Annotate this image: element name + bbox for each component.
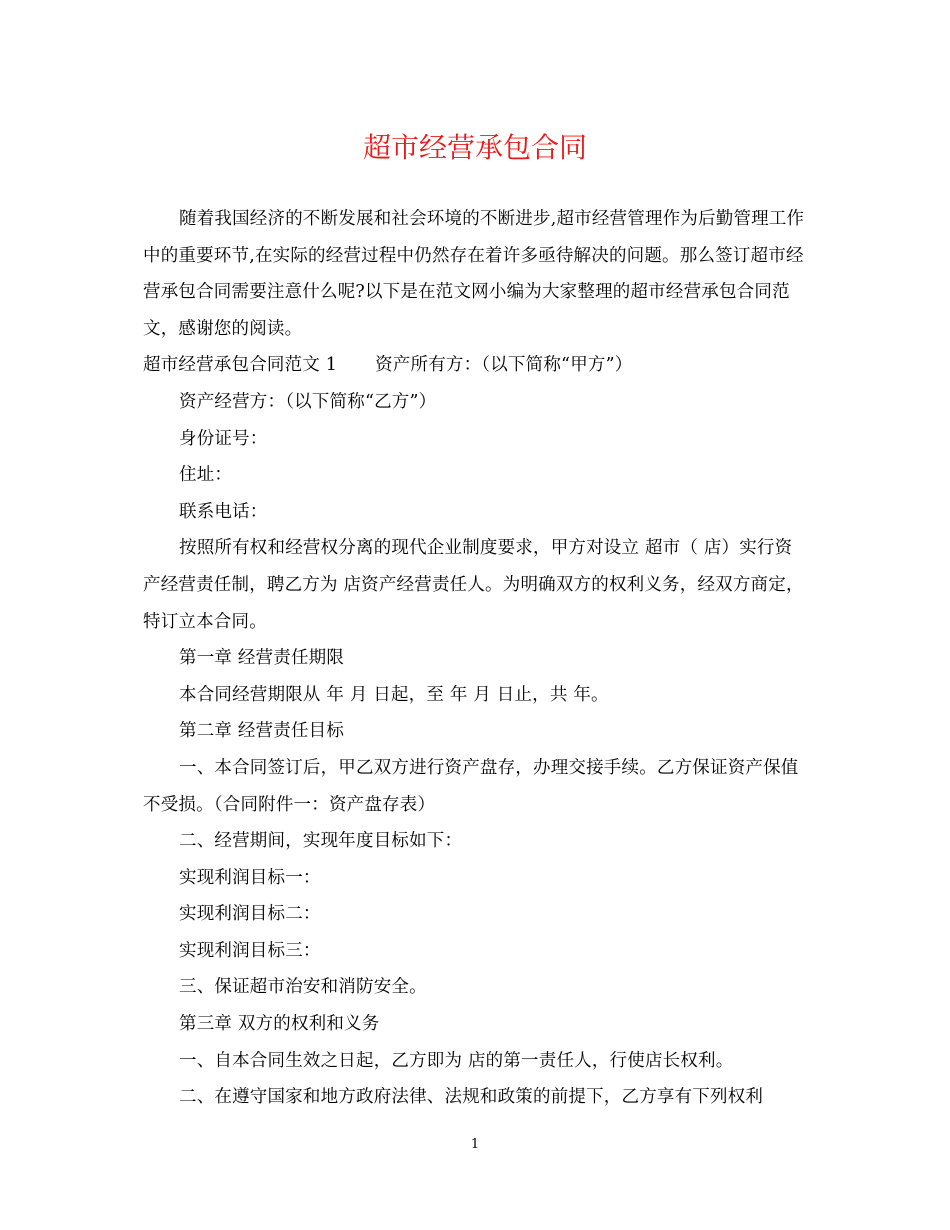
goal-2-paragraph: 二、经营期间，实现年度目标如下： xyxy=(179,831,463,852)
goal-3-paragraph: 三、保证超市治安和消防安全。 xyxy=(179,977,427,998)
profit-target-3: 实现利润目标三： xyxy=(179,940,321,961)
goal-1-paragraph: 一、本合同签订后，甲乙双方进行资产盘存，办理交接手续。乙方保证资产保值不受损。（合同附件一：资产盘存表） xyxy=(143,757,799,815)
address-line: 住址： xyxy=(179,465,233,486)
chapter-2-heading: 第二章 经营责任目标 xyxy=(179,721,345,742)
intro-paragraph: 随着我国经济的不断发展和社会环境的不断进步,超市经营管理作为后勤管理工作中的重要环节,在实际的经营过程中仍然存在着许多亟待解决的问题。那么签订超市经营承包合同需要注意什么呢?以下是在范文网小编为大家整理的超市经营承包合同范文，感谢您的阅读。 xyxy=(143,209,805,339)
operator-line: 资产经营方：（以下简称“乙方”） xyxy=(179,391,437,412)
chapter-3-heading: 第三章 双方的权利和义务 xyxy=(179,1014,380,1035)
sample-heading: 超市经营承包合同范文 1 xyxy=(143,355,338,376)
id-line: 身份证号： xyxy=(179,428,268,449)
right-1-paragraph: 一、自本合同生效之日起，乙方即为 店的第一责任人，行使店长权利。 xyxy=(179,1050,734,1071)
profit-target-2: 实现利润目标二： xyxy=(179,904,321,925)
right-2-paragraph: 二、在遵守国家和地方政府法律、法规和政策的前提下，乙方享有下列权利 xyxy=(179,1087,764,1108)
term-line: 本合同经营期限从 年 月 日起，至 年 月 日止，共 年。 xyxy=(179,684,609,705)
document-title: 超市经营承包合同 xyxy=(362,131,587,164)
owner-line: 资产所有方：（以下简称“甲方”） xyxy=(375,355,633,376)
preamble-paragraph: 按照所有权和经营权分离的现代企业制度要求，甲方对设立 超市（ 店）实行资产经营责任制，聘乙方为 店资产经营责任人。为明确双方的权利义务，经双方商定，特订立本合同。 xyxy=(143,538,804,632)
document-body xyxy=(143,201,807,1116)
profit-target-1: 实现利润目标一： xyxy=(179,867,321,888)
chapter-1-heading: 第一章 经营责任期限 xyxy=(179,648,345,669)
phone-line: 联系电话： xyxy=(179,501,268,522)
sample-heading-line xyxy=(143,347,807,384)
page-number: 1 xyxy=(470,1137,480,1152)
